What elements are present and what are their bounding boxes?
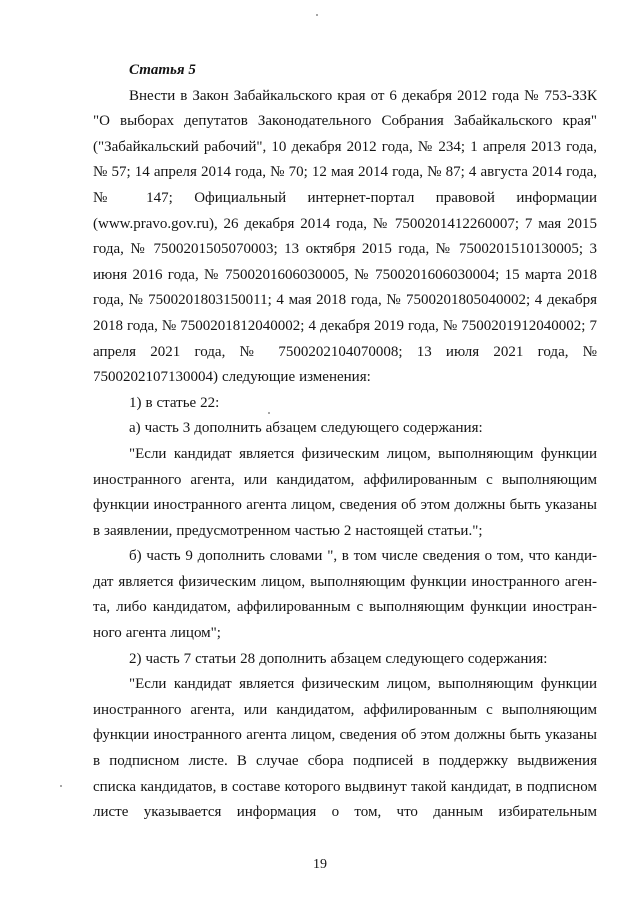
quoted-text-paragraph: "Если кандидат является физическим лицом, выполняющим функции иностранного агента, или кандидатом, аффилированным с выполняющим функции иностранного агента лицом, сведения об этом должны быть указаны в заявлении, предусмотренном частью 2 настоящей статьи."; <box>93 445 597 539</box>
article-heading: Статья 5 <box>129 62 196 78</box>
item-1-paragraph: 1) в статье 22: <box>129 394 220 411</box>
item-2-paragraph: 2) часть 7 статьи 28 дополнить абзацем следующего содержания: <box>129 650 548 667</box>
page-number: 19 <box>313 857 327 872</box>
scan-speck <box>316 14 318 16</box>
amendment-intro-paragraph: Внести в Закон Забайкальского края от 6 декабря 2012 года № 753-ЗЗК "О выборах депутатов Законодательного Собрания Забайкальского края" ("Забайкальский рабочий", 10 декабря 2012 года, № 234; 1 апреля 2013 года, № 57; 14 апреля 2014 года, № 70; 12 мая 2014 года, № 87; 4 августа 2014 года, № 147; Официальный интернет-портал правовой информации (www.pravo.gov.ru), 26 декабря 2014 года, № 7500201412260007; 7 мая 2015 года, № 7500201505070003; 13 октября 2015 года, № 7500201510130005; 3 июня 2016 года, № 7500201606030005, № 7500201606030004; 15 марта 2018 года, № 7500201803150011; 4 мая 2018 года, № 7500201805040002; 4 декабря 2018 года, № 7500201812040002; 4 декабря 2019 года, № 7500201912040002; 7 апреля 2021 года, № 7500202104070008; 13 июля 2021 года, № 7500202107130004) следующие изменения: <box>93 87 597 386</box>
subitem-a-paragraph: а) часть 3 дополнить абзацем следующего содержания: <box>129 420 483 437</box>
article-body <box>93 58 597 826</box>
scan-speck <box>60 785 62 787</box>
quoted-text-paragraph-2: "Если кандидат является физическим лицом, выполняющим функции иностранного агента, или кандидатом, аффилированным с выполняющим функции иностранного агента лицом, сведения об этом должны быть указаны в подписном листе. В случае сбора подписей в поддержку выдвижения списка кандидатов, в составе которого выдвинут такой кандидат, в подписном листе указывается информация о том, что данным избирательным <box>93 676 597 821</box>
subitem-b-paragraph: б) часть 9 дополнить словами ", в том числе сведения о том, что кандидат является физическим лицом, выполняющим функции иностранного агента, либо кандидатом, аффилированным с выполняющим функции иностранного агента лицом"; <box>93 548 597 642</box>
